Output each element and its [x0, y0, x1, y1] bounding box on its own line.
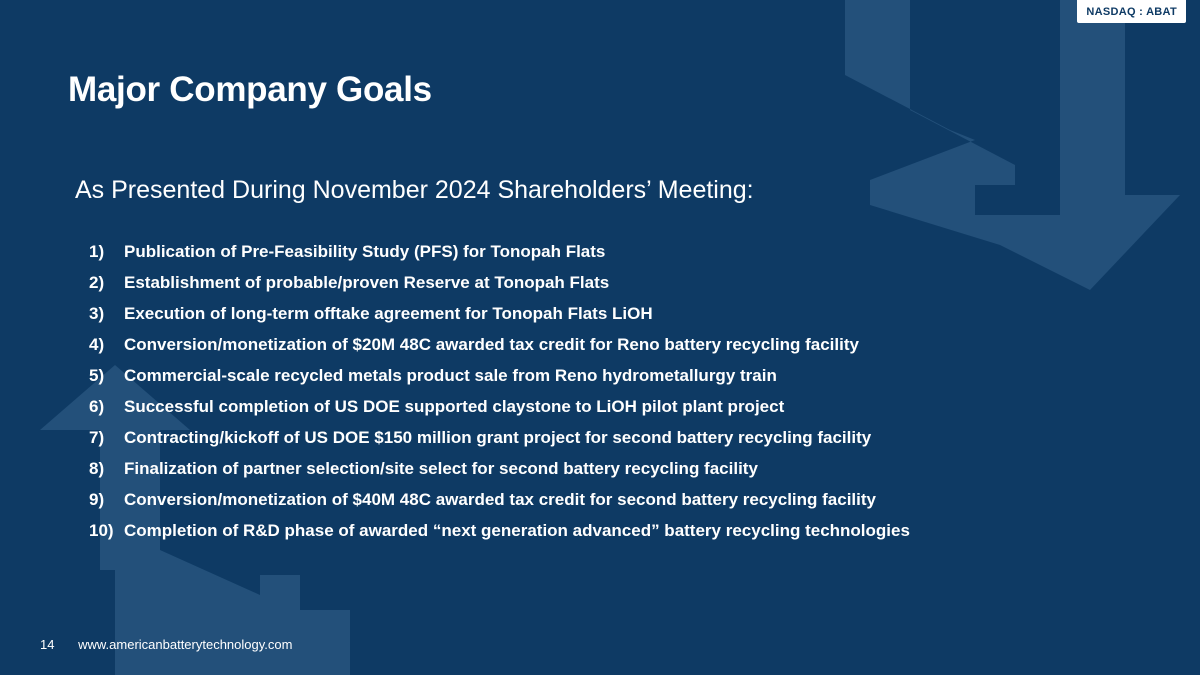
goal-text: Conversion/monetization of $40M 48C awarded tax credit for second battery recycling facility — [124, 489, 876, 509]
goal-item — [89, 484, 910, 515]
goal-item — [89, 360, 910, 391]
goal-item — [89, 515, 910, 546]
goal-number: 5) — [89, 365, 105, 385]
goal-text: Successful completion of US DOE supported claystone to LiOH pilot plant project — [124, 396, 785, 416]
goal-number: 6) — [89, 396, 105, 416]
goal-number: 10) — [89, 520, 114, 540]
slide-title: Major Company Goals — [68, 70, 432, 109]
goal-number: 7) — [89, 427, 105, 447]
goal-text: Completion of R&D phase of awarded “next generation advanced” battery recycling technologies — [124, 520, 910, 540]
website-link[interactable]: www.americanbatterytechnology.com — [78, 637, 293, 652]
goal-item — [89, 267, 910, 298]
goal-number: 9) — [89, 489, 105, 509]
goal-number: 1) — [89, 241, 105, 261]
goal-text: Finalization of partner selection/site select for second battery recycling facility — [124, 458, 758, 478]
goal-number: 4) — [89, 334, 105, 354]
goal-text: Publication of Pre-Feasibility Study (PFS) for Tonopah Flats — [124, 241, 606, 261]
goal-number: 3) — [89, 303, 105, 323]
goal-text: Execution of long-term offtake agreement for Tonopah Flats LiOH — [124, 303, 653, 323]
footer — [40, 637, 292, 652]
goal-text: Conversion/monetization of $20M 48C awarded tax credit for Reno battery recycling facility — [124, 334, 859, 354]
goal-item — [89, 422, 910, 453]
slide-subtitle: As Presented During November 2024 Shareholders’ Meeting: — [75, 176, 754, 204]
goals-list — [89, 236, 910, 546]
goal-text: Commercial-scale recycled metals product sale from Reno hydrometallurgy train — [124, 365, 777, 385]
goal-item — [89, 298, 910, 329]
goal-text: Contracting/kickoff of US DOE $150 million grant project for second battery recycling facility — [124, 427, 872, 447]
goal-item — [89, 329, 910, 360]
goal-number: 2) — [89, 272, 105, 292]
goal-item — [89, 391, 910, 422]
goal-item — [89, 236, 910, 267]
page-number: 14 — [40, 637, 55, 652]
goal-item — [89, 453, 910, 484]
goal-text: Establishment of probable/proven Reserve at Tonopah Flats — [124, 272, 610, 292]
goal-number: 8) — [89, 458, 105, 478]
ticker-badge: NASDAQ : ABAT — [1077, 0, 1186, 23]
